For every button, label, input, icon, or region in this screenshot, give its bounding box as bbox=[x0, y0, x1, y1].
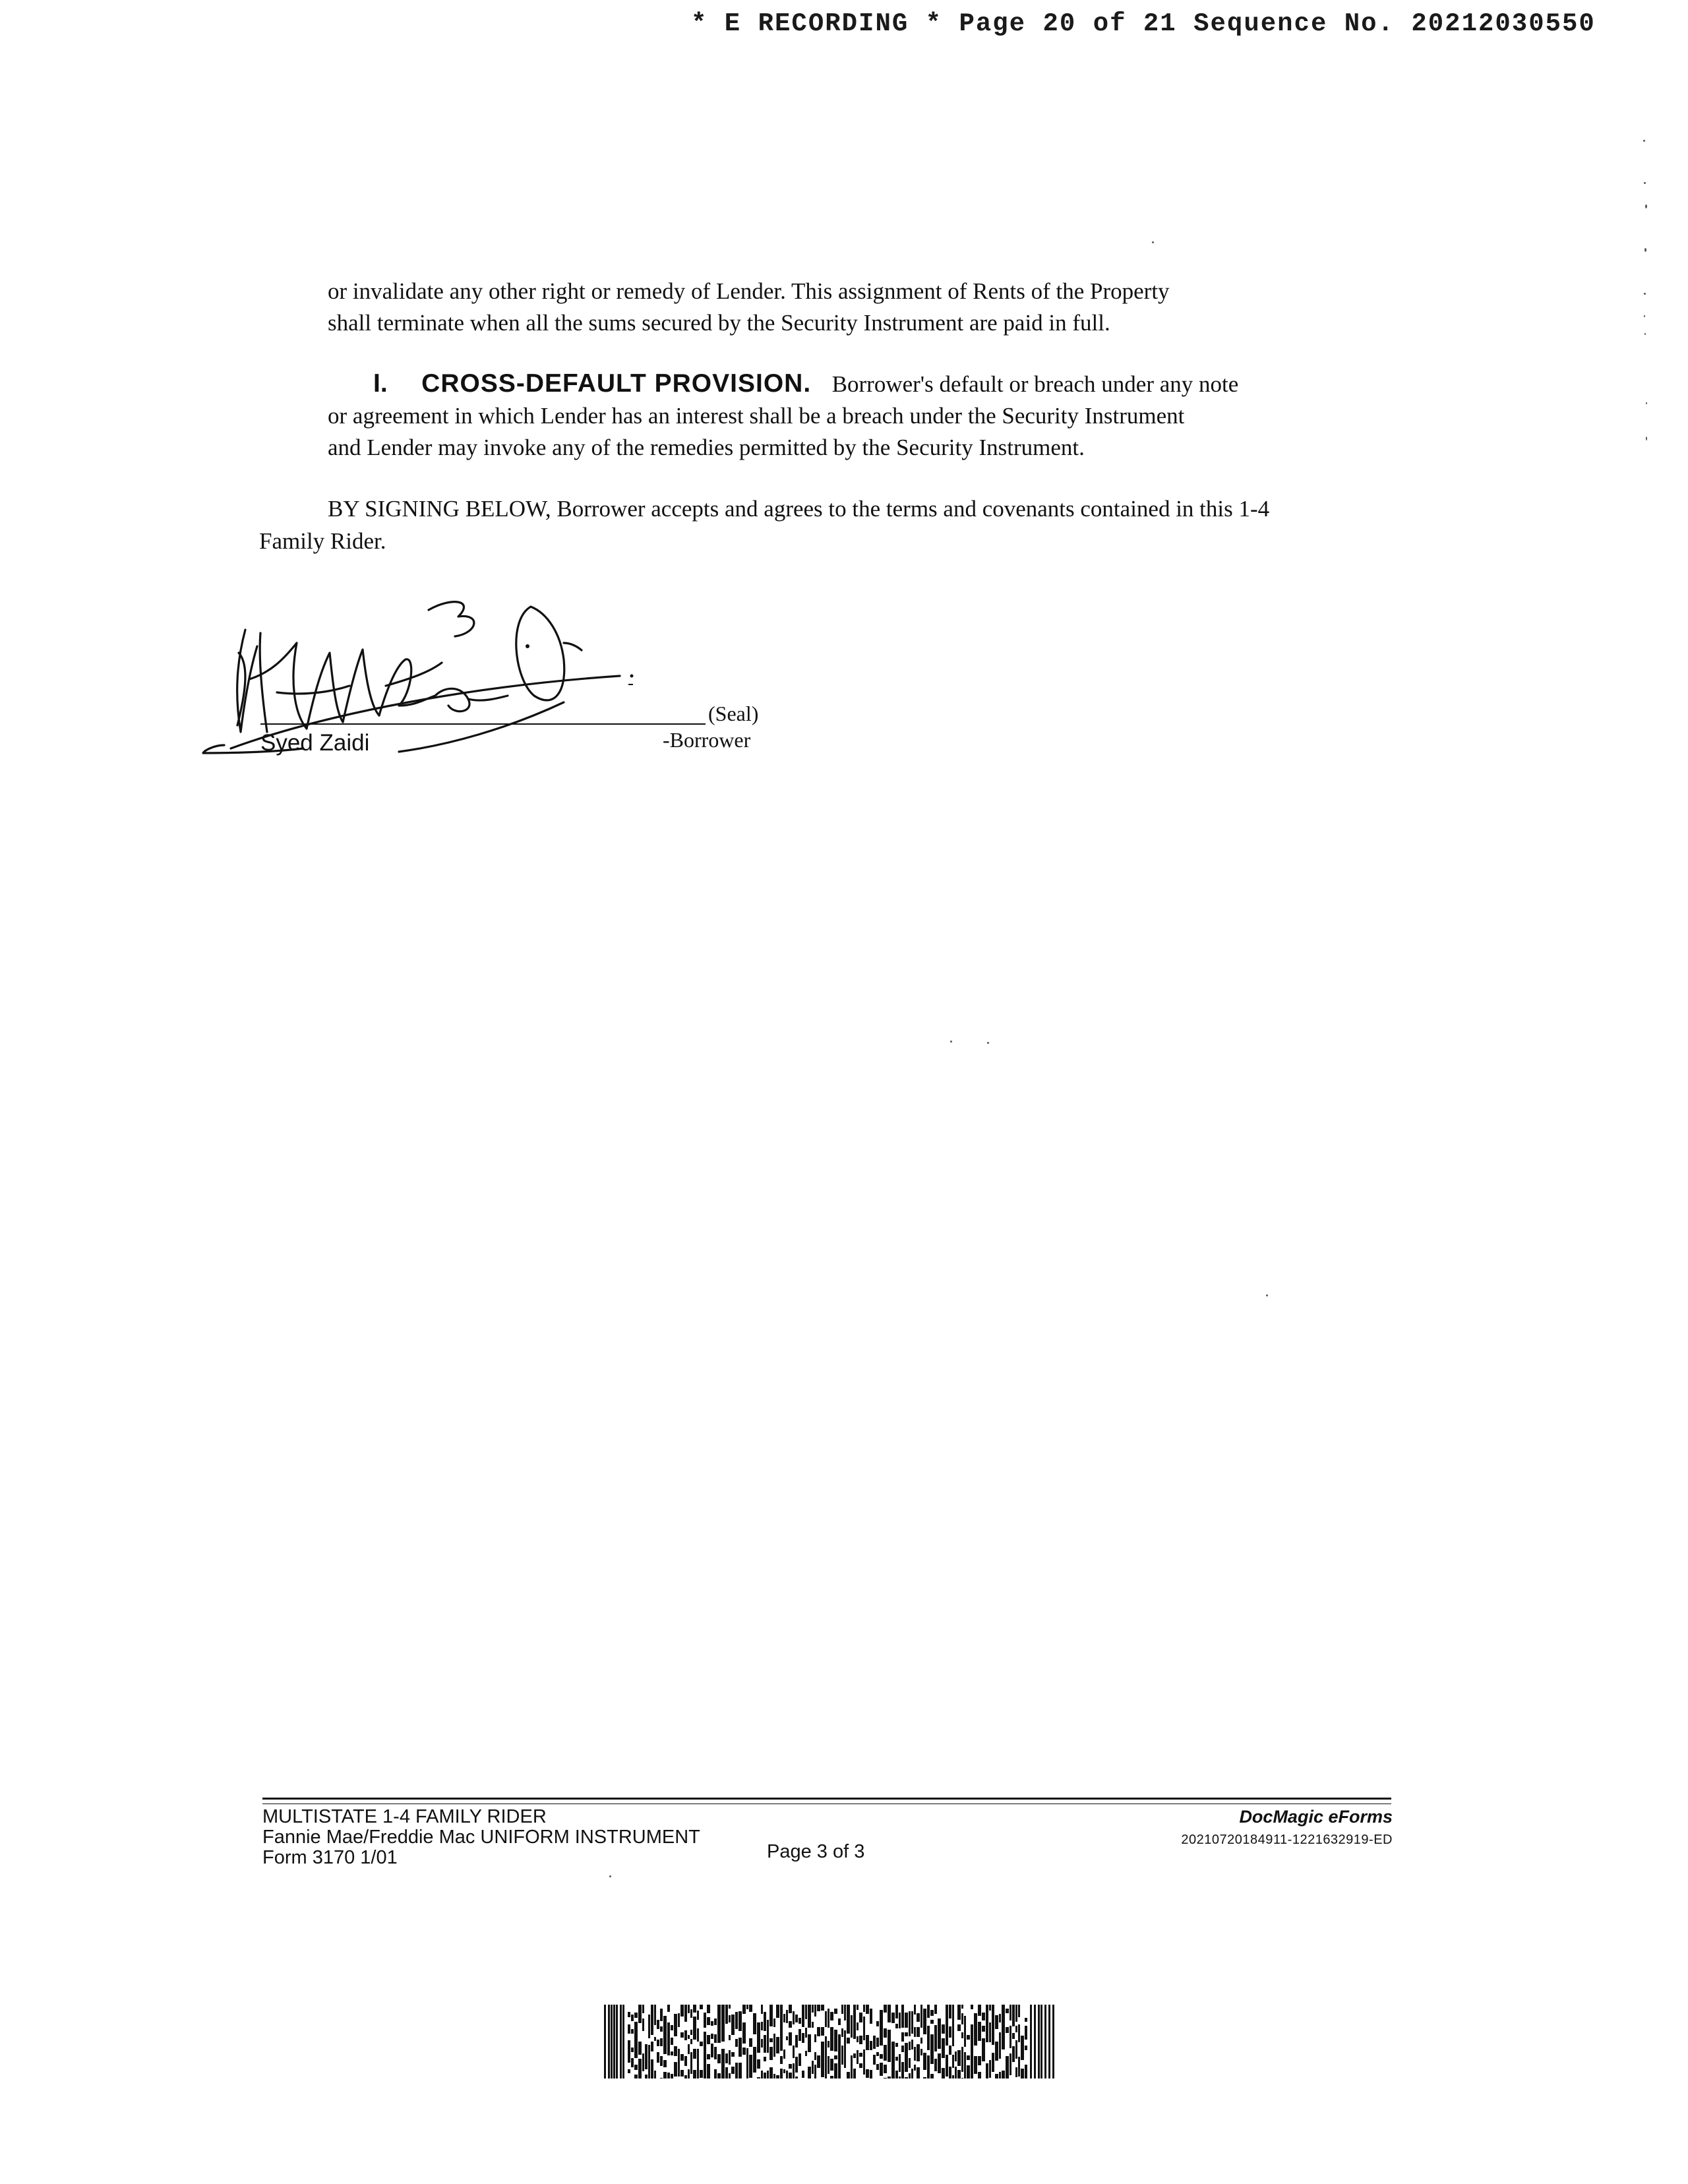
para2-line2: or agreement in which Lender has an interest shall be a breach under the Security Instrument bbox=[328, 403, 1185, 429]
scan-speck bbox=[1645, 204, 1647, 208]
recording-header: * E RECORDING * Page 20 of 21 Sequence No. 20212030550 bbox=[691, 9, 1596, 38]
footer-page-label: Page 3 of 3 bbox=[767, 1841, 865, 1862]
scan-speck bbox=[1646, 402, 1647, 404]
footer-rule-thick bbox=[262, 1798, 1391, 1800]
scan-speck bbox=[950, 1041, 952, 1043]
cross-default-heading-line bbox=[373, 368, 1238, 400]
para1-line1: or invalidate any other right or remedy of Lender. This assignment of Rents of the Property bbox=[328, 278, 1170, 304]
footer-brand: DocMagic eForms bbox=[1239, 1807, 1393, 1827]
seal-label: (Seal) bbox=[708, 702, 759, 725]
para3-line2: Family Rider. bbox=[259, 528, 386, 554]
scan-speck bbox=[987, 1042, 989, 1044]
para1-line2: shall terminate when all the sums secured by the Security Instrument are paid in full. bbox=[328, 310, 1110, 336]
scan-speck bbox=[1644, 293, 1646, 295]
section-letter: I. bbox=[373, 369, 388, 398]
borrower-label: -Borrower bbox=[663, 728, 751, 752]
para2-line1-rest: Borrower's default or breach under any note bbox=[831, 371, 1239, 397]
scan-speck bbox=[1644, 315, 1645, 317]
scan-speck bbox=[1644, 333, 1646, 335]
scan-speck bbox=[1266, 1294, 1268, 1296]
signer-name: Syed Zaidi bbox=[260, 730, 370, 756]
handwritten-signature bbox=[198, 580, 659, 765]
footer-form-number: Form 3170 1/01 bbox=[262, 1847, 398, 1868]
scan-speck bbox=[609, 1875, 611, 1877]
footer-instrument: Fannie Mae/Freddie Mac UNIFORM INSTRUMENT bbox=[262, 1827, 700, 1848]
scan-speck bbox=[1644, 182, 1646, 184]
scan-speck bbox=[1643, 140, 1645, 142]
recording-barcode bbox=[604, 2005, 1058, 2078]
scan-speck bbox=[1644, 248, 1646, 252]
footer-form-title: MULTISTATE 1-4 FAMILY RIDER bbox=[262, 1806, 547, 1827]
section-heading: CROSS-DEFAULT PROVISION. bbox=[421, 369, 812, 398]
para2-line3: and Lender may invoke any of the remedies permitted by the Security Instrument. bbox=[328, 435, 1085, 460]
para3-line1: BY SIGNING BELOW, Borrower accepts and agrees to the terms and covenants contained in this 1-4 bbox=[328, 496, 1270, 522]
scan-speck bbox=[1646, 437, 1647, 440]
footer-doc-id: 20210720184911-1221632919-ED bbox=[1181, 1833, 1393, 1847]
scan-speck bbox=[1152, 241, 1154, 243]
